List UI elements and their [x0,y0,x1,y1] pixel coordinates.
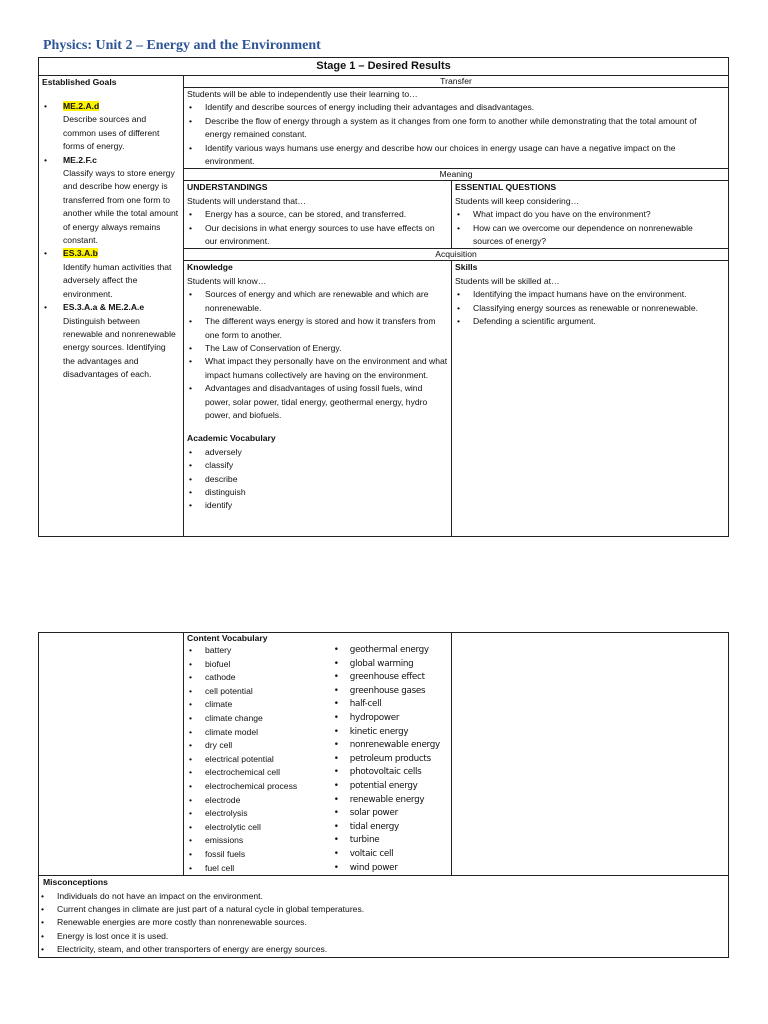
content-vocab-item: • climate model [187,726,332,740]
content-vocab-item: • climate change [187,712,332,726]
content-vocab-item: • potential energy [332,780,448,794]
skill-item: • Defending a scientific argument. [455,315,725,328]
content-vocab-item: • geothermal energy [332,644,448,658]
knowledge-item: • Sources of energy and which are renewable and which are nonrenewable. [187,288,448,315]
content-vocab-item: • half-cell [332,698,448,712]
knowledge-intro: Students will know… [187,275,267,286]
essential-question-item: • How can we overcome our dependence on nonrenewable sources of energy? [455,222,725,249]
misconceptions-list [39,890,725,957]
content-vocab-item: • wind power [332,862,448,876]
stage1-heading: Stage 1 – Desired Results [39,58,729,76]
transfer-item: • Identify and describe sources of energy including their advantages and disadvantages. [187,101,725,114]
content-vocab-item: • greenhouse gases [332,685,448,699]
academic-vocab-item: • adversely [187,446,448,459]
essential-questions-heading: ESSENTIAL QUESTIONS [455,182,557,193]
content-vocab-item: • emissions [187,834,332,848]
content-vocab-item: • electrochemical cell [187,766,332,780]
content-vocab-item: • greenhouse effect [332,671,448,685]
academic-vocab-item: • describe [187,473,448,486]
knowledge-item: • What impact they personally have on the environment and what impact humans collectively are having on the environment. [187,355,448,382]
academic-vocab-item: • classify [187,459,448,472]
transfer-item: • Identify various ways humans use energy and describe how our choices in energy usage can have a negative impact on the environment. [187,142,725,169]
content-vocab-item: • petroleum products [332,753,448,767]
meaning-heading: Meaning [184,169,729,181]
content-vocab-item: • renewable energy [332,794,448,808]
content-vocab-item: • climate [187,698,332,712]
document-title: Physics: Unit 2 – Energy and the Environment [43,38,321,53]
understandings-list [187,208,448,248]
content-vocab-item: • battery [187,644,332,658]
knowledge-cell [184,261,452,537]
content-vocabulary-cell [184,633,452,876]
skills-list [455,288,725,328]
knowledge-item: • The different ways energy is stored and how it transfers from one form to another. [187,315,448,342]
acquisition-heading: Acquisition [184,249,729,261]
content-vocab-item: • photovoltaic cells [332,766,448,780]
essential-questions-cell [452,181,729,249]
goal-description: Identify human activities that adversely affect the environment. [63,261,172,299]
content-vocab-item: • biofuel [187,658,332,672]
understandings-cell [184,181,452,249]
academic-vocab-item: • identify [187,499,448,512]
stage1-table [38,57,729,537]
skills-cell [452,261,729,537]
understandings-intro: Students will understand that… [187,195,306,206]
skills-intro: Students will be skilled at… [455,275,560,286]
content-vocab-item: • voltaic cell [332,848,448,862]
understanding-item: • Energy has a source, can be stored, and transferred. [187,208,448,221]
content-vocab-item: • turbine [332,834,448,848]
misconception-item: • Renewable energies are more costly than nonrenewable sources. [39,916,725,929]
goal-description: Classify ways to store energy and describe how energy is transferred from one form to another while the total amount of energy always remains constant. [63,168,179,246]
academic-vocabulary-list [187,446,448,513]
established-goals-cell [39,76,184,537]
content-vocab-item: • solar power [332,807,448,821]
content-vocab-item: • fossil fuels [187,848,332,862]
skill-item: • Identifying the impact humans have on the environment. [455,288,725,301]
misconception-item: • Individuals do not have an impact on the environment. [39,890,725,903]
misconceptions-heading: Misconceptions [43,877,108,888]
content-vocab-item: • electrochemical process [187,780,332,794]
established-goals-list [42,100,180,382]
content-vocab-item: • nonrenewable energy [332,739,448,753]
essential-questions-intro: Students will keep considering… [455,195,580,206]
content-vocab-item: • electrolysis [187,807,332,821]
content-vocab-item: • tidal energy [332,821,448,835]
transfer-item: • Describe the flow of energy through a system as it changes from one form to another while demonstrating that the total amount of energy remained constant. [187,115,725,142]
transfer-heading: Transfer [184,76,729,88]
knowledge-list [187,288,448,422]
transfer-intro: Students will be able to independently use their learning to… [187,89,418,99]
understanding-item: • Our decisions in what energy sources to use have effects on our environment. [187,222,448,249]
content-vocab-item: • electrolytic cell [187,821,332,835]
misconception-item: • Current changes in climate are just part of a natural cycle in global temperatures. [39,903,725,916]
goal-description: Distinguish between renewable and nonrenewable energy sources. Identifying the advantages and disadvantages of each. [63,315,176,380]
content-vocab-item: • electrical potential [187,753,332,767]
content-vocab-list-2 [332,644,448,875]
transfer-list [187,101,725,168]
content-vocabulary-heading: Content Vocabulary [187,633,268,643]
understandings-heading: UNDERSTANDINGS [187,182,268,193]
established-goals-heading: Established Goals [42,77,117,87]
skill-item: • Classifying energy sources as renewable or nonrenewable. [455,302,725,315]
academic-vocabulary-heading: Academic Vocabulary [187,433,276,444]
content-vocab-item: • electrode [187,794,332,808]
goal-code: ME.2.A.d [63,101,100,111]
vocab-empty-left-cell [39,633,184,876]
misconception-item: • Electricity, steam, and other transporters of energy are energy sources. [39,943,725,956]
knowledge-item: • The Law of Conservation of Energy. [187,342,448,355]
essential-questions-list [455,208,725,248]
content-vocab-item: • dry cell [187,739,332,753]
goal-item [42,154,180,248]
content-vocab-item: • fuel cell [187,862,332,876]
goal-item [42,247,180,301]
goal-item [42,301,180,381]
goal-code: ES.3.A.a & ME.2.A.e [63,302,145,313]
academic-vocab-item: • distinguish [187,486,448,499]
content-vocab-item: • cathode [187,671,332,685]
goal-item [42,100,180,154]
transfer-cell [184,88,729,169]
vocabulary-table [38,632,729,958]
vocab-empty-right-cell [452,633,729,876]
goal-code: ME.2.F.c [63,154,97,165]
misconception-item: • Energy is lost once it is used. [39,930,725,943]
content-vocab-list-1 [187,644,332,875]
knowledge-heading: Knowledge [187,262,233,273]
skills-heading: Skills [455,262,478,273]
misconceptions-cell [39,876,729,957]
goal-code: ES.3.A.b [63,248,98,259]
content-vocab-item: • cell potential [187,685,332,699]
knowledge-item: • Advantages and disadvantages of using fossil fuels, wind power, solar power, tidal energy, geothermal energy, hydro power, and biofuels. [187,382,448,422]
content-vocab-item: • global warming [332,658,448,672]
goal-description: Describe sources and common uses of different forms of energy. [63,114,160,152]
content-vocab-item: • hydropower [332,712,448,726]
essential-question-item: • What impact do you have on the environment? [455,208,725,221]
content-vocab-item: • kinetic energy [332,726,448,740]
